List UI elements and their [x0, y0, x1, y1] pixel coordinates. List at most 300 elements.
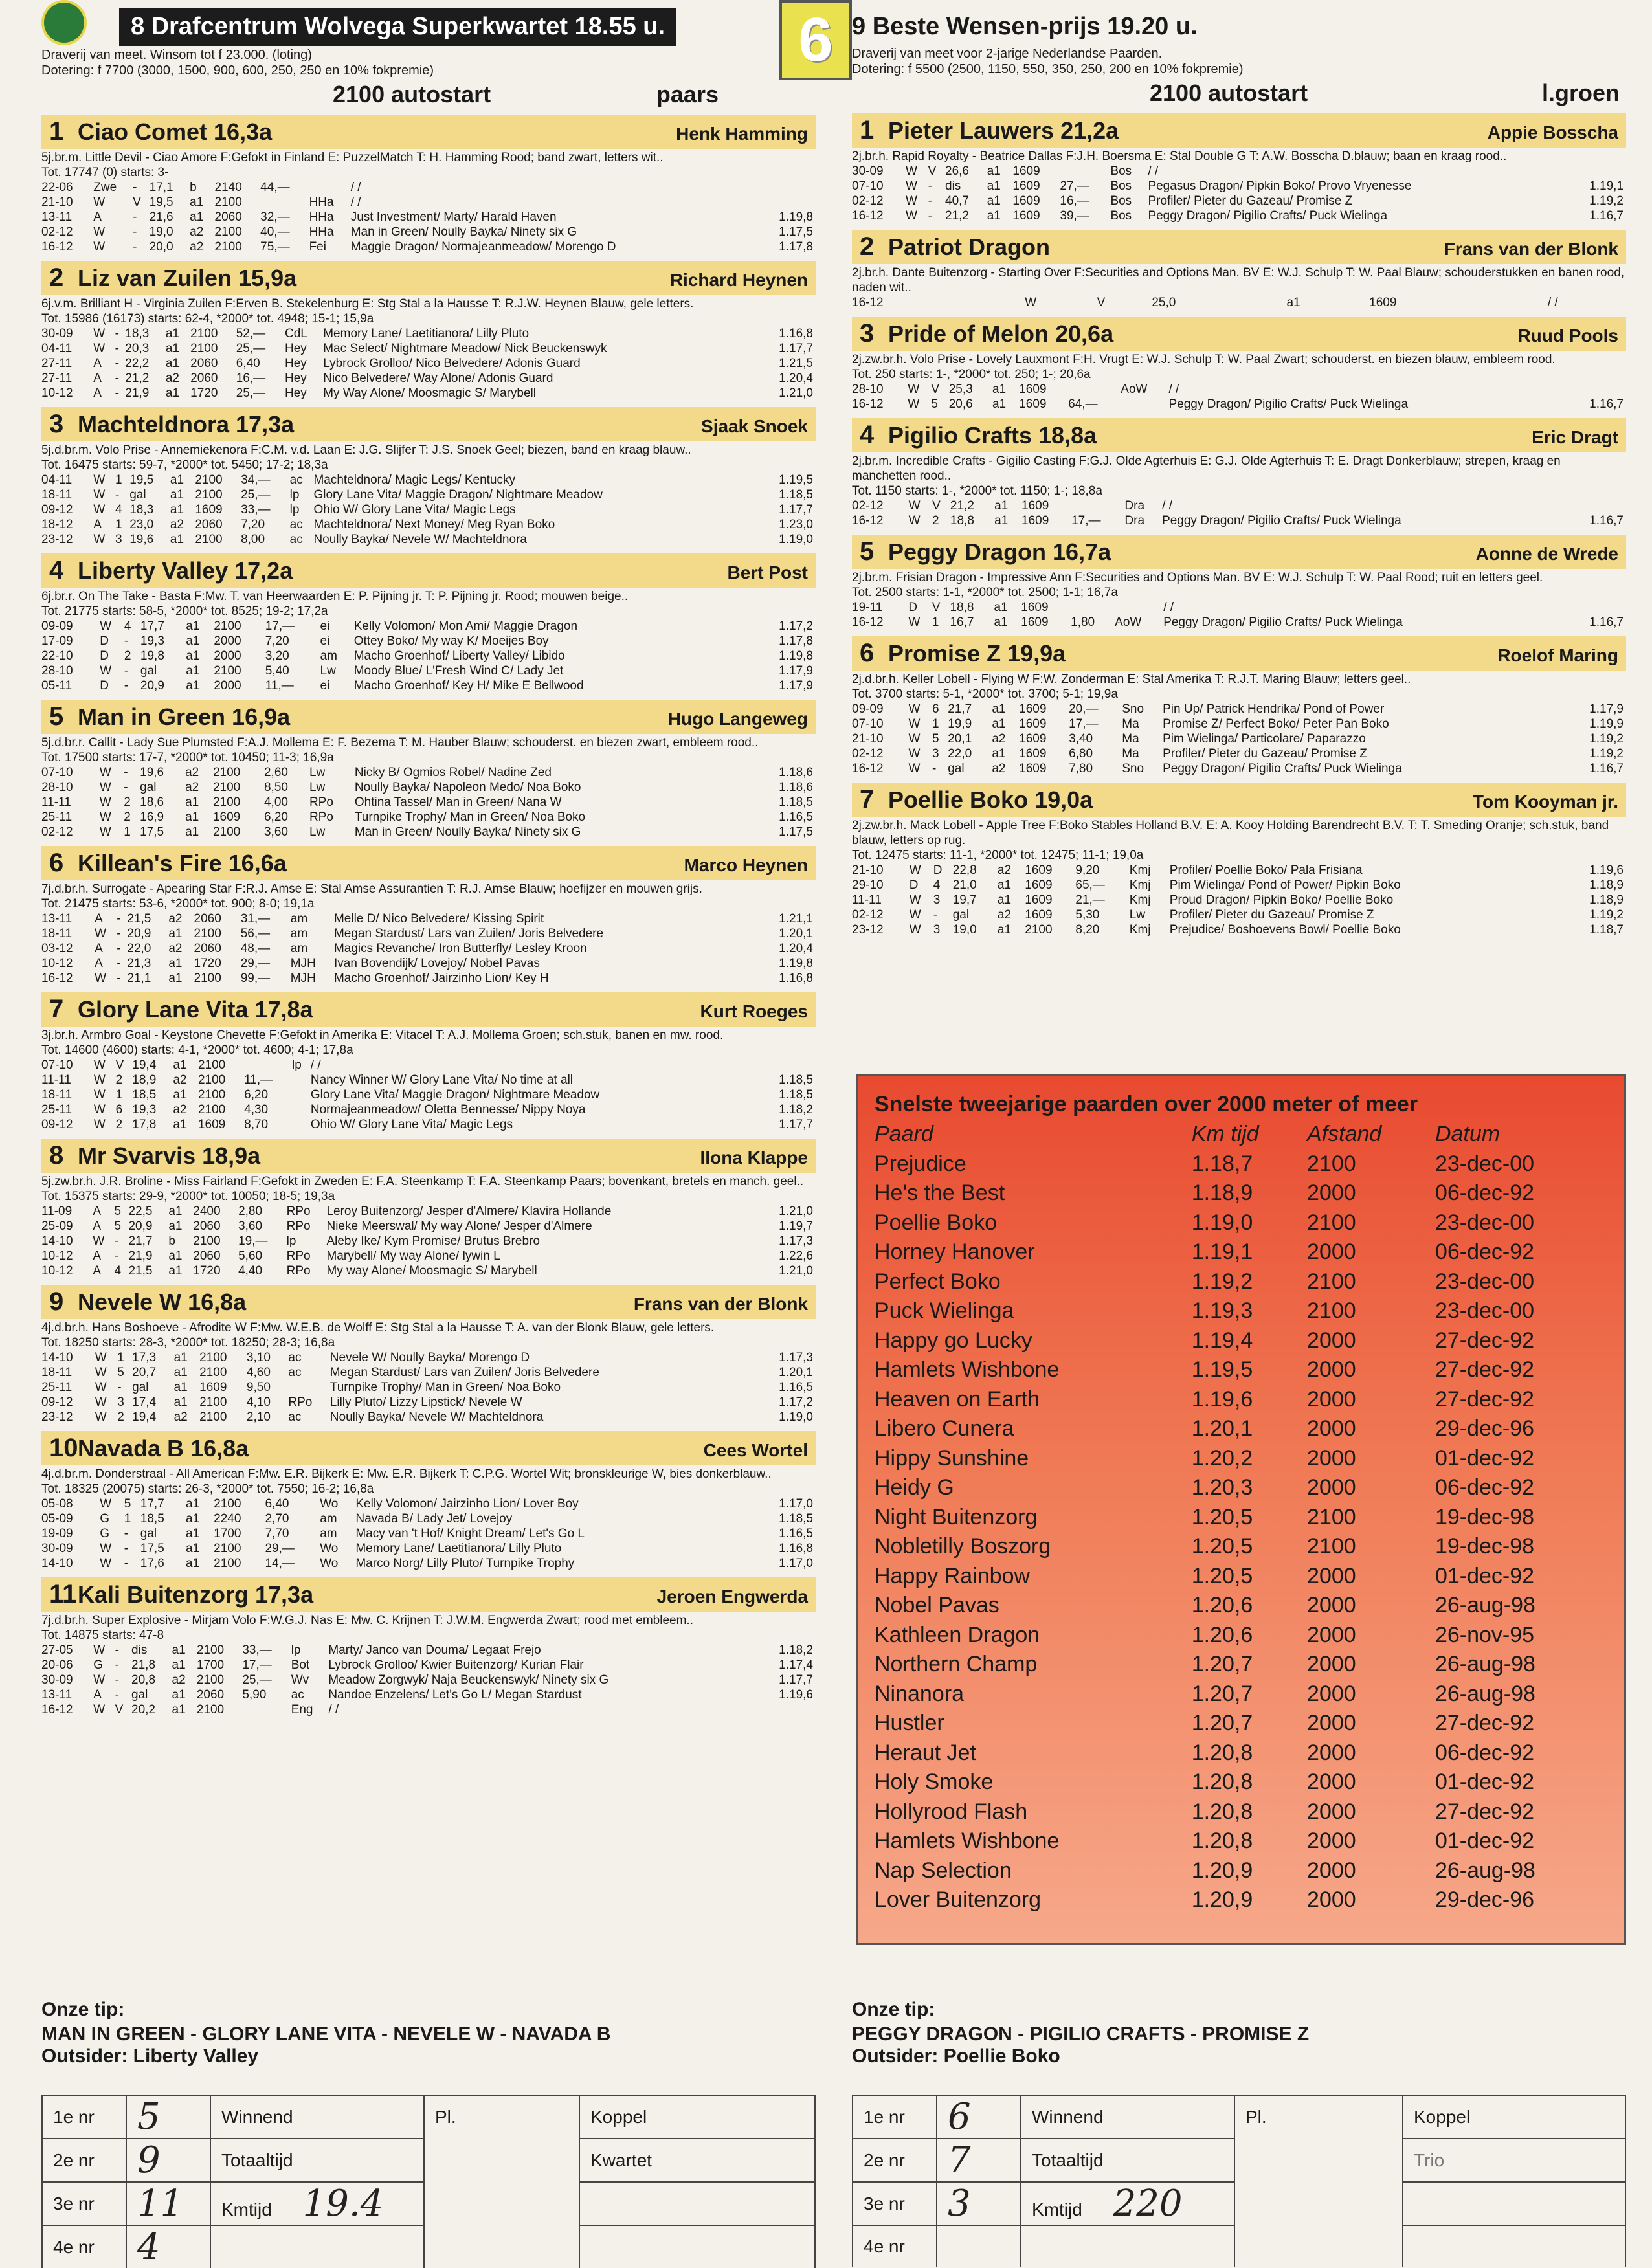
run-cell: 1 [932, 717, 939, 731]
run-cell: 1609 [1019, 732, 1047, 746]
run-cell: 1.18,7 [1589, 923, 1624, 937]
run-cell: 2060 [196, 1688, 225, 1702]
tip-right [852, 1999, 1626, 2067]
run-cell: a2 [168, 912, 183, 926]
fastest-cell: Nap Selection [875, 1858, 1012, 1883]
run-cell: a1 [994, 616, 1008, 629]
form-row3-label: 3e nr [42, 2182, 126, 2225]
run-cell: 23,0 [129, 518, 154, 531]
fastest-header-cell: Afstand [1307, 1122, 1382, 1146]
horse-driver: Tom Kooyman jr. [1472, 792, 1618, 812]
run-cell: RPo [286, 1219, 311, 1233]
run-cell: 05-11 [41, 679, 73, 693]
run-cell: Bos [1110, 194, 1132, 208]
run-cell: 2000 [214, 649, 241, 663]
run-cell: 1609 [1369, 296, 1397, 309]
run-cell: 1.23,0 [779, 518, 813, 531]
run-cell: Lw [1129, 908, 1146, 922]
horse-number: 5 [860, 537, 875, 566]
run-cell: Turnpike Trophy/ Man in Green/ Noa Boko [329, 1381, 561, 1394]
run-cell: 1.20,4 [779, 942, 813, 955]
run-cell: Pim Wielinga/ Particolare/ Paparazzo [1163, 732, 1366, 746]
run-cell: 18-11 [41, 1366, 73, 1379]
run-cell: 2100 [197, 1088, 226, 1102]
run-cell: 20,9 [140, 679, 164, 693]
run-cell: 18,9 [132, 1073, 157, 1087]
run-cell: - [117, 927, 121, 940]
horse-name: Kali Buitenzorg 17,3a [78, 1581, 314, 1608]
run-cell: 13-11 [41, 912, 73, 926]
table-row [875, 1885, 1607, 1915]
fastest-header-cell: Datum [1434, 1122, 1501, 1146]
run-cell: a1 [172, 1643, 186, 1657]
run-cell: 65,— [1075, 878, 1105, 892]
run-cell: 3 [933, 923, 941, 937]
form-row3-value[interactable]: 3 [937, 2182, 1021, 2225]
run-cell: 6 [932, 702, 939, 716]
run-cell: 2100 [199, 1395, 227, 1409]
horse-driver: Frans van der Blonk [1444, 239, 1618, 259]
horse-totals: Tot. 17747 (0) starts: 3- [41, 166, 169, 179]
run-cell: 1.16,7 [1589, 397, 1624, 411]
fastest-cell: 1.20,8 [1191, 1770, 1253, 1794]
run-cell: a1 [992, 397, 1007, 411]
form-row2-value[interactable]: 7 [937, 2139, 1021, 2182]
table-row [852, 893, 1626, 907]
run-cell: 18-11 [41, 927, 73, 940]
table-row [852, 878, 1626, 893]
run-cell: Profiler/ Pieter du Gazeau/ Promise Z [1169, 908, 1374, 922]
run-cell: Pin Up/ Patrick Hendrika/ Pond of Power [1163, 702, 1385, 716]
run-cell: - [133, 225, 137, 239]
run-cell: 1.17,5 [779, 225, 813, 239]
run-cell [759, 180, 816, 195]
run-cell: Meadow Zorgwyk/ Naja Beuckenswyk/ Ninety six G [328, 1673, 609, 1687]
form-koppel: Koppel [579, 2095, 815, 2139]
fastest-cell: Horney Hanover [875, 1240, 1035, 1264]
run-cell: 16,— [1060, 194, 1089, 208]
run-cell: W [908, 499, 921, 513]
run-cell: W [100, 619, 112, 633]
fastest-cell: Heidy G [875, 1475, 954, 1500]
fastest-cell: 23-dec-00 [1434, 1210, 1535, 1235]
table-row [852, 382, 1626, 397]
run-cell: a1 [168, 927, 183, 940]
run-cell: - [114, 1249, 118, 1263]
horse-form-table [41, 326, 816, 401]
run-cell: b [168, 1234, 175, 1248]
run-cell: a1 [168, 1205, 183, 1218]
run-cell: W [93, 473, 106, 487]
form-row1-value[interactable]: 6 [937, 2095, 1021, 2139]
table-row [41, 1556, 816, 1571]
run-cell: 1.16,5 [779, 1527, 813, 1540]
run-cell: 22-06 [41, 181, 73, 194]
run-cell: 09-09 [852, 702, 884, 716]
run-cell: 2100 [195, 488, 223, 502]
run-cell: 16-12 [41, 240, 73, 254]
run-cell: CdL [285, 327, 307, 340]
run-cell: G [100, 1512, 109, 1526]
run-cell: 21-10 [852, 863, 884, 877]
run-cell: W [93, 240, 106, 254]
table-row [41, 1219, 816, 1234]
run-cell: V [115, 1703, 124, 1717]
fastest-cell: 2000 [1307, 1829, 1356, 1853]
race-number-badge: 6 [779, 0, 852, 80]
run-cell: 2140 [214, 181, 242, 194]
table-row [41, 487, 816, 502]
horse-form-table [852, 295, 1626, 310]
run-cell: 21,5 [128, 1264, 153, 1278]
run-cell: Wo [320, 1542, 339, 1555]
fastest-cell: 1.19,2 [1191, 1269, 1253, 1294]
run-cell: Dra [1124, 514, 1145, 528]
run-cell: A [93, 1219, 102, 1233]
horse-name: Promise Z 19,9a [888, 640, 1066, 667]
fastest-cell: 2100 [1307, 1151, 1356, 1176]
horse-entry [852, 418, 1626, 528]
run-cell: 16-12 [852, 209, 884, 223]
run-cell: 25-11 [41, 810, 73, 824]
run-cell: - [932, 762, 937, 775]
run-cell: a1 [170, 503, 184, 517]
horse-name: Machteldnora 17,3a [78, 411, 295, 438]
run-cell: a1 [992, 702, 1006, 716]
table-row [875, 1208, 1607, 1238]
form-row1-value[interactable]: 5 [126, 2095, 210, 2139]
run-cell: gal [140, 1527, 157, 1540]
fastest-cell: 27-dec-92 [1434, 1328, 1535, 1353]
run-cell: ac [288, 1366, 302, 1379]
run-cell: Glory Lane Vita/ Maggie Dragon/ Nightmare Meadow [313, 488, 603, 502]
run-cell: AoW [1115, 616, 1142, 629]
table-row [852, 907, 1626, 922]
run-cell: 14-10 [41, 1351, 73, 1364]
form-blank [1234, 2225, 1403, 2267]
run-cell: - [115, 1673, 119, 1687]
horse-number: 3 [860, 319, 875, 348]
run-cell: 18,3 [125, 327, 150, 340]
table-row [875, 1562, 1607, 1592]
run-cell: a1 [173, 1366, 188, 1379]
run-cell: a1 [994, 601, 1008, 614]
run-cell: 17,— [1069, 717, 1099, 731]
horse-totals: Tot. 18325 (20075) starts: 26-3, *2000* tot. 7550; 16-2; 16,8a [41, 1482, 374, 1496]
table-row [41, 180, 816, 195]
run-cell: 29,— [265, 1542, 295, 1555]
tip-left-names: MAN IN GREEN - GLORY LANE VITA - NEVELE W - NAVADA B [41, 2023, 611, 2045]
run-cell: 2100 [190, 342, 218, 355]
run-cell: b [190, 181, 197, 194]
run-cell: 21-10 [41, 195, 73, 209]
fastest-cell: Prejudice [875, 1151, 966, 1176]
table-row [41, 1658, 816, 1673]
run-cell: W [908, 762, 921, 775]
horse-header [41, 261, 816, 295]
run-cell: 2060 [194, 942, 221, 955]
run-cell: 17,5 [140, 825, 164, 839]
run-cell: 4,00 [263, 795, 288, 809]
run-cell: 11,— [244, 1073, 273, 1087]
run-cell: 31,— [240, 912, 271, 926]
run-cell [309, 180, 351, 195]
run-cell: 19,3 [140, 634, 164, 648]
run-cell: 18,8 [950, 601, 974, 614]
run-cell: W [93, 225, 106, 239]
run-cell: W [93, 533, 106, 546]
horse-header [852, 418, 1626, 452]
run-cell: 1 [124, 1512, 131, 1526]
run-cell: HHa [309, 225, 334, 239]
run-cell: 02-12 [852, 499, 884, 513]
run-cell: - [124, 1557, 129, 1570]
run-cell: 1.17,2 [779, 1395, 813, 1409]
horse-driver: Sjaak Snoek [701, 416, 808, 436]
run-cell: 40,7 [945, 194, 969, 208]
fastest-two-year-olds-panel [856, 1074, 1626, 1945]
run-cell: 1.17,7 [779, 1673, 813, 1687]
fastest-cell: 06-dec-92 [1434, 1181, 1535, 1205]
form-kwartet: Kwartet [579, 2139, 815, 2182]
run-cell: A [95, 942, 103, 955]
run-cell: am [290, 927, 308, 940]
table-row [875, 1414, 1607, 1444]
fastest-cell: 19-dec-98 [1434, 1534, 1535, 1559]
run-cell: 1.21,5 [779, 357, 813, 370]
fastest-cell: Happy Rainbow [875, 1563, 1031, 1588]
run-cell: 22,8 [952, 863, 977, 877]
table-row [852, 717, 1626, 731]
run-cell: 2100 [199, 1351, 227, 1364]
run-cell: 30-09 [41, 327, 73, 340]
fastest-cell: 1.19,3 [1191, 1298, 1253, 1323]
run-cell: 99,— [240, 972, 271, 985]
run-cell: - [133, 240, 137, 254]
run-cell: a1 [997, 878, 1012, 892]
run-cell: 20,3 [125, 342, 150, 355]
table-row [852, 397, 1626, 412]
run-cell: a1 [185, 825, 199, 839]
run-cell: a1 [186, 634, 200, 648]
run-cell: 40,— [260, 225, 290, 239]
form-row4-value[interactable] [937, 2225, 1021, 2267]
run-cell: 2100 [199, 1366, 227, 1379]
table-row [41, 1365, 816, 1380]
run-cell: Aleby Ike/ Kym Promise/ Brutus Brebro [326, 1234, 540, 1248]
run-cell: W [93, 488, 106, 502]
horse-header [41, 407, 816, 441]
run-cell: Lw [320, 664, 336, 678]
table-row [41, 1350, 816, 1365]
table-row [41, 1643, 816, 1658]
fastest-cell: 23-dec-00 [1434, 1151, 1535, 1176]
run-cell: W [909, 863, 921, 877]
run-cell: 19,5 [129, 473, 154, 487]
run-cell: 52,— [236, 327, 266, 340]
run-cell: 18-12 [41, 518, 73, 531]
fastest-cell: 1.20,8 [1191, 1799, 1253, 1824]
run-cell: 6,20 [244, 1088, 269, 1102]
run-cell: - [124, 781, 128, 794]
run-cell [1521, 295, 1534, 310]
horse-totals: Tot. 250 starts: 1-, *2000* tot. 250; 1-; 20,6a [852, 368, 1091, 381]
run-cell: 19,9 [948, 717, 972, 731]
table-row [875, 1621, 1607, 1651]
run-cell: 10-12 [41, 1249, 73, 1263]
run-cell: 28-10 [852, 383, 884, 396]
run-cell: V [932, 601, 941, 614]
run-cell: 33,— [242, 1643, 272, 1657]
form-kmtijd: Kmtijd [221, 2199, 272, 2219]
run-cell: 2100 [195, 533, 223, 546]
horse-number: 8 [49, 1141, 64, 1170]
horse-number: 4 [49, 556, 64, 584]
run-cell: W [908, 397, 920, 411]
run-cell: 39,— [1060, 209, 1089, 223]
fastest-cell: 06-dec-92 [1434, 1740, 1535, 1765]
run-cell: a1 [987, 194, 1001, 208]
table-row [41, 1073, 816, 1087]
run-cell: W [93, 1643, 106, 1657]
run-cell: Normajeanmeadow/ Oletta Bennesse/ Nippy Noya [310, 1103, 586, 1117]
fastest-cell: 2000 [1307, 1711, 1356, 1735]
run-cell: Macho Groenhof/ Liberty Valley/ Libido [353, 649, 565, 663]
run-cell: 21,8 [131, 1658, 156, 1672]
run-cell: 16-12 [41, 1703, 73, 1717]
run-cell: a2 [165, 372, 179, 385]
run-cell: Hey [285, 386, 307, 400]
run-cell: 1.20,4 [779, 372, 813, 385]
run-cell: 21,7 [128, 1234, 153, 1248]
run-cell: a1 [186, 679, 200, 693]
fastest-cell: 2000 [1307, 1593, 1356, 1618]
fastest-cell: 1.20,6 [1191, 1622, 1253, 1647]
fastest-cell: 27-dec-92 [1434, 1711, 1535, 1735]
run-cell: a2 [185, 766, 199, 779]
run-cell: 18-11 [41, 1088, 73, 1102]
run-cell: Kmj [1129, 863, 1151, 877]
table-row [41, 926, 816, 941]
fastest-cell: 29-dec-96 [1434, 1416, 1535, 1441]
form-kmtijd-value[interactable]: 19.4 [302, 2183, 384, 2225]
run-cell: am [290, 912, 308, 926]
run-cell: 25,— [241, 488, 271, 502]
fastest-cell: 01-dec-92 [1434, 1829, 1535, 1853]
run-cell: 4,60 [246, 1366, 271, 1379]
run-cell: lp [286, 1234, 296, 1248]
run-cell: 2240 [214, 1512, 241, 1526]
run-cell: Ivan Bovendijk/ Lovejoy/ Nobel Pavas [333, 957, 540, 970]
run-cell: A [95, 957, 103, 970]
run-cell: 1.17,7 [779, 1118, 813, 1131]
run-cell: - [133, 210, 137, 224]
run-cell: 16-12 [852, 514, 884, 528]
run-cell: 1.18,5 [779, 1073, 813, 1087]
run-cell: RPo [286, 1249, 311, 1263]
horse-entry [852, 230, 1626, 310]
run-cell: Macy van 't Hof/ Knight Dream/ Let's Go L [355, 1527, 585, 1540]
run-cell: W [93, 503, 106, 517]
run-cell: 1720 [190, 386, 218, 400]
horse-form-table [41, 1350, 816, 1425]
horse-driver: Hugo Langeweg [667, 709, 808, 729]
run-cell: - [115, 386, 119, 400]
run-cell: 1.17,9 [779, 664, 813, 678]
horse-header [41, 992, 816, 1027]
horse-totals: Tot. 15375 starts: 29-9, *2000* tot. 10050; 18-5; 19,3a [41, 1190, 335, 1203]
run-cell: W [100, 1497, 112, 1511]
run-cell: 19,3 [132, 1103, 157, 1117]
run-cell: - [928, 209, 932, 223]
form-row3-label: 3e nr [853, 2182, 937, 2225]
run-cell: 10-12 [41, 386, 73, 400]
run-cell: a1 [997, 923, 1012, 937]
run-cell: 02-12 [41, 825, 73, 839]
run-cell: Profiler/ Pieter du Gazeau/ Promise Z [1148, 194, 1353, 208]
fastest-cell: 1.19,0 [1191, 1210, 1253, 1235]
horse-name: Poellie Boko 19,0a [888, 786, 1093, 813]
run-cell: 1.18,5 [779, 488, 813, 502]
run-cell: 1609 [1025, 878, 1053, 892]
horse-totals: Tot. 21475 starts: 53-6, *2000* tot. 900; 8-0; 19,1a [41, 897, 315, 911]
form-row2-value[interactable]: 9 [126, 2139, 210, 2182]
run-cell: a1 [168, 1219, 183, 1233]
horse-name: Pieter Lauwers 21,2a [888, 117, 1119, 144]
run-cell: W [99, 781, 111, 794]
run-cell: a1 [992, 383, 1007, 396]
run-cell: / / [1162, 499, 1172, 513]
run-cell: Melle D/ Nico Belvedere/ Kissing Spirit [333, 912, 544, 926]
run-cell: 1.19,0 [779, 533, 813, 546]
run-cell: 2100 [214, 619, 241, 633]
form-row3-value[interactable]: 11 [126, 2182, 210, 2225]
run-cell: HHa [309, 195, 334, 209]
horse-form-table [41, 911, 816, 986]
run-cell: 17,7 [140, 619, 164, 633]
run-cell: 2060 [193, 1219, 221, 1233]
run-cell: 28-10 [41, 664, 73, 678]
run-cell: a1 [172, 1703, 186, 1717]
run-cell: Man in Green/ Noully Bayka/ Ninety six G [350, 225, 577, 239]
form-trio: Trio [1403, 2139, 1625, 2182]
run-cell: 21,2 [950, 499, 974, 513]
run-cell: 09-09 [41, 619, 73, 633]
horse-header [852, 113, 1626, 148]
run-cell: D [100, 634, 109, 648]
horse-entry [41, 1577, 816, 1717]
horse-form-table [41, 619, 816, 693]
run-cell: 19,6 [140, 766, 164, 779]
form-row4-value[interactable]: 4 [126, 2225, 210, 2268]
run-cell: W [95, 1366, 107, 1379]
fastest-cell: Hippy Sunshine [875, 1445, 1029, 1471]
horse-number: 2 [49, 263, 64, 292]
horse-pedigree: 2j.br.m. Incredible Crafts - Gigilio Casting F:G.J. Olde Agterhuis E: G.J. Olde Agterhuis T: E. Dragt Donkerblauw; strepen, kraag en manchetten rood.. [852, 454, 1561, 483]
run-cell: 1609 [1012, 194, 1040, 208]
form-koppel: Koppel [1403, 2095, 1625, 2139]
run-cell: - [133, 181, 137, 194]
tip-left [41, 1999, 816, 2067]
table-row [875, 1267, 1607, 1297]
form-kmtijd-value[interactable]: 220 [1113, 2183, 1183, 2225]
run-cell: 2060 [193, 1249, 221, 1263]
run-cell: 11-11 [41, 1073, 71, 1087]
run-cell: 9,20 [1075, 863, 1100, 877]
run-cell: 1.21,1 [779, 912, 813, 926]
run-cell: 44,— [260, 181, 290, 194]
run-cell: W [908, 747, 921, 761]
